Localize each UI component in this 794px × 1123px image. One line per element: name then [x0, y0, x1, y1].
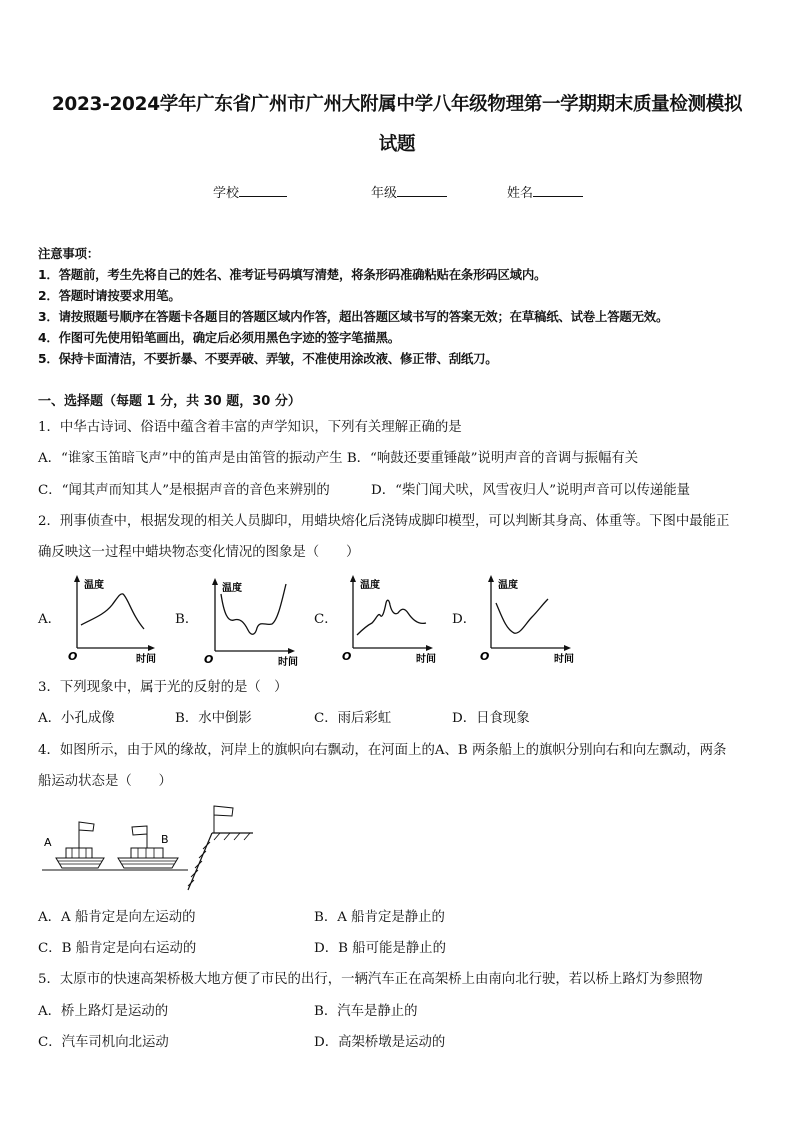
notice-heading: 注意事项：: [38, 246, 99, 261]
q4-stem: 4．如图所示，由于风的缘故，河岸上的旗帜向右飘动，在河面上的A、B 两条船上的旗帜分别向右和向左飘动，两条: [38, 743, 727, 758]
school-field: [213, 182, 287, 201]
q5-stem: 5．太原市的快速高架桥极大地方便了市民的出行，一辆汽车正在高架桥上由南向北行驶，若以桥上路灯为参照物: [38, 972, 703, 987]
flag-icon: [79, 822, 94, 831]
q2-option-b: B．: [175, 612, 199, 627]
q2-option-c: C．: [314, 612, 338, 627]
origin-label: O: [68, 650, 78, 663]
name-field: [507, 182, 583, 201]
curve: [496, 599, 548, 633]
q3-option-b: B．水中倒影: [175, 711, 252, 726]
flag-icon: [132, 826, 147, 835]
curve: [357, 600, 426, 635]
notice-item: 3．请按照题号顺序在答题卡各题目的答题区域内作答，超出答题区域书写的答案无效；在草稿纸、试卷上答题无效。: [38, 309, 669, 324]
notice-item: 5．保持卡面清洁，不要折暴、不要弄破、弄皱，不准使用涂改液、修正带、刮纸刀。: [38, 351, 498, 366]
q3-option-a: A．小孔成像: [38, 711, 115, 726]
flag-icon: [214, 806, 233, 816]
school-blank: [239, 184, 287, 197]
y-arrow-icon: [74, 575, 80, 582]
x-label: 时间: [278, 657, 298, 668]
q1-option-ab: A．“谁家玉笛暗飞声”中的笛声是由笛管的振动产生 B．“响鼓还要重锤敲”说明声音的音调与振幅有关: [38, 451, 639, 466]
q5-option-a: A．桥上路灯是运动的: [38, 1004, 169, 1019]
y-arrow-icon: [488, 575, 494, 582]
x-label: 时间: [136, 654, 156, 665]
graph-c: [338, 573, 443, 665]
boats-diagram: [38, 800, 263, 895]
notice-item: 4．作图可先使用铅笔画出，确定后必须用黑色字迹的签字笔描黑。: [38, 330, 400, 345]
boat-b-label: B: [161, 833, 169, 846]
q4-option-b: B．A 船肯定是静止的: [314, 910, 445, 925]
graph-a: [62, 573, 162, 665]
q4-stem-line2: 船运动状态是（ ）: [38, 774, 172, 789]
y-arrow-icon: [212, 578, 218, 585]
q3-option-c: C．雨后彩虹: [314, 711, 392, 726]
q2-stem-line2: 确反映这一过程中蜡块物态变化情况的图象是（ ）: [38, 545, 360, 560]
x-label: 时间: [416, 654, 436, 665]
origin-label: O: [204, 653, 214, 666]
q4-option-d: D．B 船可能是静止的: [314, 941, 446, 956]
x-arrow-icon: [564, 645, 571, 651]
boat-a: [56, 822, 104, 868]
section-heading: 一、选择题（每题 1 分，共 30 题，30 分）: [38, 394, 301, 409]
q4-option-a: A．A 船肯定是向左运动的: [38, 910, 196, 925]
page-title: 2023-2024学年广东省广州市广州大附属中学八年级物理第一学期期末质量检测模拟: [51, 94, 743, 115]
name-label: 姓名: [507, 186, 534, 201]
q5-option-d: D．高架桥墩是运动的: [314, 1035, 446, 1050]
origin-label: O: [480, 650, 490, 663]
grade-blank: [397, 184, 447, 197]
q1-option-c: C．“闻其声而知其人”是根据声音的音色来辨别的: [38, 483, 330, 498]
notice-item: 1．答题前，考生先将自己的姓名、准考证号码填写清楚，将条形码准确粘贴在条形码区域内。: [38, 267, 547, 282]
river-bank: [188, 806, 253, 890]
curve: [81, 594, 144, 629]
grade-label: 年级: [371, 186, 398, 201]
school-label: 学校: [213, 186, 240, 201]
q5-option-c: C．汽车司机向北运动: [38, 1035, 169, 1050]
q3-stem: 3．下列现象中，属于光的反射的是（ ）: [38, 680, 288, 695]
origin-label: O: [342, 650, 352, 663]
q1-option-d: D．“柴门闻犬吠，风雪夜归人”说明声音可以传递能量: [371, 483, 691, 498]
y-arrow-icon: [350, 575, 356, 582]
q2-option-d: D．: [452, 612, 477, 627]
y-label: 温度: [222, 583, 242, 594]
y-label: 温度: [360, 580, 380, 591]
boat-a-label: A: [44, 836, 52, 849]
q2-option-a: A．: [38, 612, 62, 627]
x-arrow-icon: [426, 645, 433, 651]
q3-option-d: D．日食现象: [452, 711, 530, 726]
grade-field: [371, 182, 447, 201]
y-label: 温度: [84, 580, 104, 591]
q4-option-c: C．B 船肯定是向右运动的: [38, 941, 197, 956]
page-title-line2: 试题: [378, 134, 416, 155]
name-blank: [533, 184, 583, 197]
boat-b: [118, 826, 178, 868]
x-label: 时间: [554, 654, 574, 665]
q2-stem: 2．刑事侦查中，根据发现的相关人员脚印，用蜡块熔化后浇铸成脚印模型，可以判断其身高、体重等。下图中最能正: [38, 514, 730, 529]
graph-d: [476, 573, 581, 665]
graph-b: [200, 576, 305, 668]
x-arrow-icon: [148, 645, 155, 651]
y-label: 温度: [498, 580, 518, 591]
q5-option-b: B．汽车是静止的: [314, 1004, 418, 1019]
notice-item: 2．答题时请按要求用笔。: [38, 288, 181, 303]
x-arrow-icon: [288, 648, 295, 654]
q1-stem: 1．中华古诗词、俗语中蕴含着丰富的声学知识，下列有关理解正确的是: [38, 420, 462, 435]
